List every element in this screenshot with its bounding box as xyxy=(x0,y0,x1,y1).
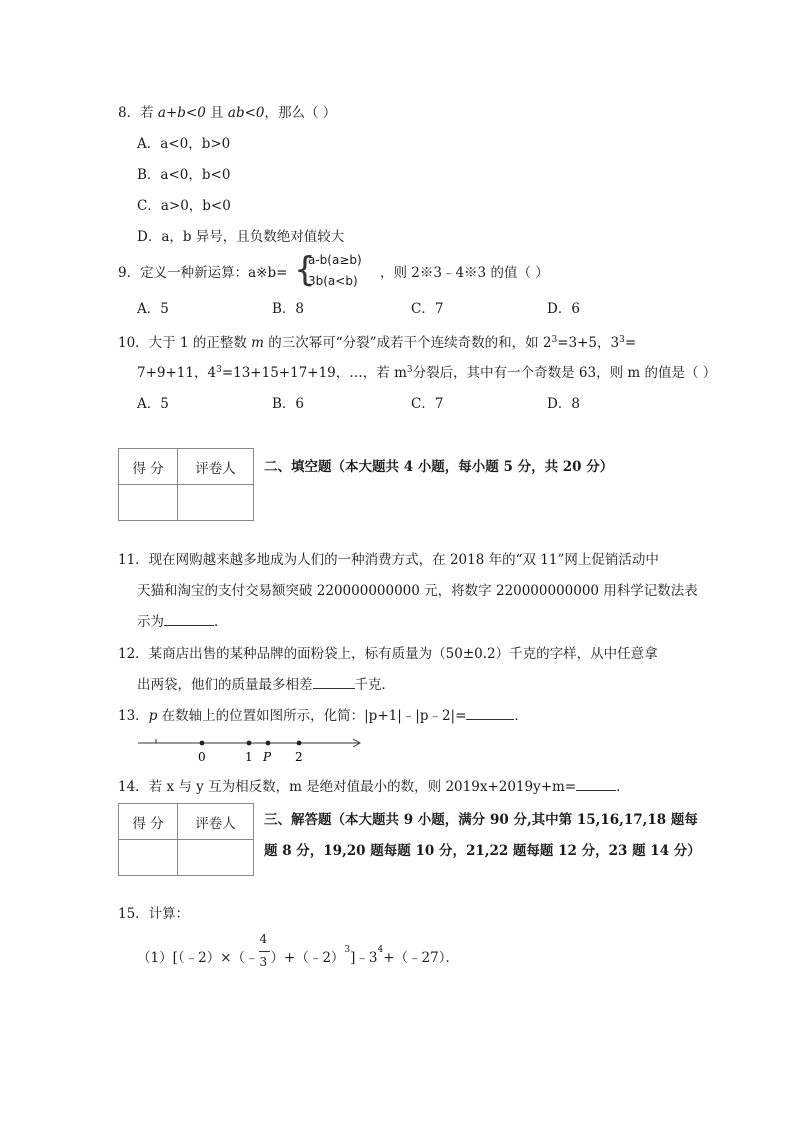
q10-sup-2: 3 xyxy=(619,335,625,345)
q9-piecewise-brace: { xyxy=(294,250,316,290)
q10-line1-c: =3+5，3 xyxy=(557,335,620,351)
q15-part1-a: （1）[（﹣2）×（﹣ xyxy=(137,950,259,966)
q11-line-1: 11．现在网购越来越多地成为人们的一种消费方式，在 2018 年的“双 11”网上促销活动中 xyxy=(118,552,659,568)
point-2 xyxy=(297,741,302,746)
q8-stem-condition2: ab<0 xyxy=(227,105,265,121)
score-cell[interactable] xyxy=(119,485,178,521)
q9-option-b: B．8 xyxy=(272,301,305,317)
q8-stem-prefix: 8．若 xyxy=(118,105,158,121)
q10-option-a: A．5 xyxy=(137,396,169,412)
q15-frac-numerator: 4 xyxy=(259,932,268,946)
q13-stem-a: 13． xyxy=(118,708,149,724)
q15-frac-denominator: 3 xyxy=(259,955,268,969)
q10-sup-1: 3 xyxy=(551,335,558,345)
q15-part1-b: ）+（﹣2） xyxy=(270,950,345,966)
grader-cell[interactable] xyxy=(178,485,254,521)
q10-line2-b: =13+15+17+19，…，若 m xyxy=(221,365,407,381)
q13-stem-c: ． xyxy=(514,708,528,724)
section-3-title-line-2: 题 8 分，19,20 题每题 10 分，21,22 题每题 12 分，23 题 14 分） xyxy=(264,843,701,859)
q13-stem-b: 在数轴上的位置如图所示，化简：|p+1|﹣|p﹣2|= xyxy=(157,708,467,724)
score-header: 得 分 xyxy=(119,804,178,840)
q13-stem xyxy=(118,707,528,725)
q8-option-d: D．a，b 异号，且负数绝对值较大 xyxy=(137,229,345,245)
q10-line2-a: 7+9+11，4 xyxy=(137,365,217,381)
q10-var-m: m xyxy=(251,335,264,351)
grader-cell[interactable] xyxy=(178,840,254,876)
q11-answer-blank[interactable] xyxy=(164,613,214,626)
q8-option-b: B．a<0，b<0 xyxy=(137,167,231,183)
q12-line2-a: 出两袋，他们的质量最多相差 xyxy=(137,677,313,693)
grader-header: 评卷人 xyxy=(178,804,254,840)
q14-answer-blank[interactable] xyxy=(576,778,616,791)
section-3-title-line-1: 三、解答题（本大题共 9 小题，满分 90 分,其中第 15,16,17,18 题每 xyxy=(264,812,698,828)
q10-line-1 xyxy=(118,334,636,352)
q14-stem-b: ． xyxy=(616,779,630,795)
q10-option-d: D．8 xyxy=(547,396,580,412)
q10-line1-b: 的三次幂可“分裂”成若干个连续奇数的和，如 2 xyxy=(263,335,552,351)
axis-label-2: 2 xyxy=(295,750,303,764)
q15-stem: 15．计算： xyxy=(118,906,190,922)
q10-line1-a: 10．大于 1 的正整数 xyxy=(118,335,252,351)
q9-option-c: C．7 xyxy=(411,301,444,317)
q8-stem xyxy=(118,104,336,122)
grader-header: 评卷人 xyxy=(178,449,254,485)
section-2-title: 二、填空题（本大题共 4 小题，每小题 5 分，共 20 分） xyxy=(264,459,614,475)
axis-label-0: 0 xyxy=(198,750,206,764)
q8-stem-suffix: ，那么（ ） xyxy=(264,105,337,121)
q10-line2-c: 分裂后，其中有一个奇数是 63，则 m 的值是（ ） xyxy=(412,365,717,381)
q10-line-2 xyxy=(137,364,716,382)
score-table-section-3 xyxy=(118,803,254,876)
q8-option-a: A．a<0，b>0 xyxy=(137,136,231,152)
q8-stem-and: 且 xyxy=(205,105,228,121)
q11-line3-text: 示为 xyxy=(137,614,164,630)
q14-stem-a: 14．若 x 与 y 互为相反数，m 是绝对值最小的数，则 2019x+2019y+m= xyxy=(118,779,577,795)
q8-stem-condition: a+b<0 xyxy=(157,105,206,121)
q9-case-1: a-b(a≥b) xyxy=(308,253,362,267)
score-table-section-2 xyxy=(118,448,254,521)
q15-part1-d: +（﹣27）． xyxy=(383,950,459,966)
q10-line1-d: = xyxy=(624,335,637,351)
axis-label-p: P xyxy=(263,750,272,764)
q8-option-c: C．a>0，b<0 xyxy=(137,198,231,214)
q12-line-1: 12．某商店出售的某种品牌的面粉袋上，标有质量为（50±0.2）千克的字样，从中任意拿 xyxy=(118,646,658,662)
q13-answer-blank[interactable] xyxy=(466,707,514,720)
q11-line-3: 示为 ． xyxy=(137,614,228,630)
q15-sup-2: 4 xyxy=(377,945,384,955)
score-header: 得 分 xyxy=(119,449,178,485)
q10-sup-3: 3 xyxy=(216,365,222,375)
q9-case-2: 3b(a<b) xyxy=(308,274,358,288)
point-p xyxy=(266,741,271,746)
score-cell[interactable] xyxy=(119,840,178,876)
q10-option-c: C．7 xyxy=(411,396,444,412)
q10-option-b: B．6 xyxy=(272,396,305,412)
q12-line2-b: 千克． xyxy=(354,677,395,693)
q14-stem xyxy=(118,778,630,796)
q15-part-1 xyxy=(137,932,459,969)
q15-frac-bar xyxy=(259,951,270,952)
q13-number-line xyxy=(134,731,374,765)
q15-part1-c: ]﹣3 xyxy=(350,950,378,966)
q9-stem-prefix: 9．定义一种新运算：a※b= xyxy=(118,265,288,281)
q15-fraction xyxy=(259,932,271,969)
axis-label-1: 1 xyxy=(245,750,253,764)
q15-sup-1: 3 xyxy=(344,945,351,955)
q9-stem-suffix: ，则 2※3﹣4※3 的值（ ） xyxy=(380,265,549,281)
q9-option-d: D．6 xyxy=(547,301,580,317)
q12-answer-blank[interactable] xyxy=(313,676,355,689)
q13-var-p: p xyxy=(148,708,158,724)
q10-sup-4: 3 xyxy=(406,365,413,375)
q9-option-a: A．5 xyxy=(137,301,169,317)
q11-line-2: 天猫和淘宝的支付交易额突破 220000000000 元，将数字 220000000000 用科学记数法表 xyxy=(137,583,698,599)
point-0 xyxy=(200,741,205,746)
q12-line-2 xyxy=(137,676,395,694)
point-1 xyxy=(247,741,252,746)
